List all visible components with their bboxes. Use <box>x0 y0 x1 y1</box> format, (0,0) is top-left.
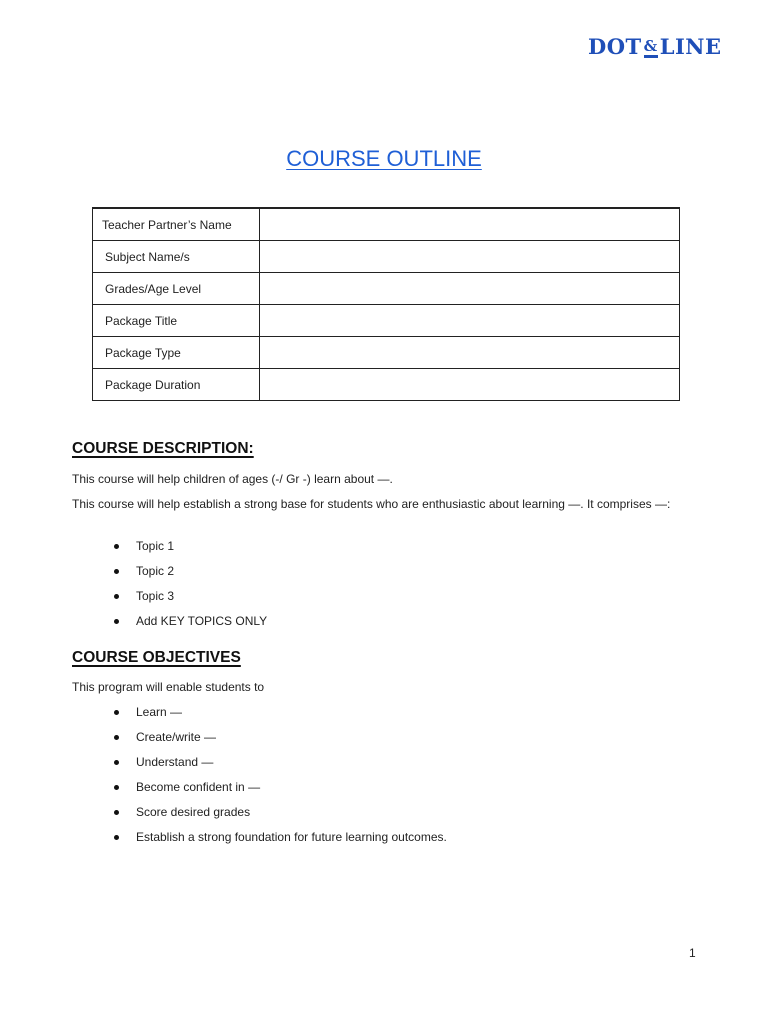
objectives-intro: This program will enable students to <box>72 680 265 694</box>
bullet-icon <box>114 710 119 715</box>
list-item <box>110 589 267 614</box>
list-item <box>110 755 447 780</box>
bullet-icon <box>114 544 119 549</box>
list-item <box>110 730 447 755</box>
logo-ampersand: & <box>644 38 658 58</box>
objectives-list <box>110 705 447 855</box>
objective-text: Create/write — <box>136 730 217 744</box>
bullet-icon <box>114 619 119 624</box>
table-row <box>93 208 680 241</box>
table-row <box>93 369 680 401</box>
logo-text-right: LINE <box>659 34 722 59</box>
row-label-subject-names: Subject Name/s <box>93 241 260 273</box>
objective-text: Understand — <box>136 755 214 769</box>
description-paragraph-1: This course will help children of ages (-/ Gr -) learn about —. <box>72 472 393 486</box>
field-package-duration[interactable] <box>260 369 680 401</box>
objective-text: Become confident in — <box>136 780 261 794</box>
page-title <box>0 146 768 172</box>
objective-text: Score desired grades <box>136 805 251 819</box>
row-label-grades-age-level: Grades/Age Level <box>93 273 260 305</box>
field-grades-age-level[interactable] <box>260 273 680 305</box>
bullet-icon <box>114 810 119 815</box>
bullet-icon <box>114 760 119 765</box>
row-label-package-type: Package Type <box>93 337 260 369</box>
table-row <box>93 305 680 337</box>
topics-list <box>110 539 267 639</box>
bullet-icon <box>114 594 119 599</box>
topic-text: Topic 1 <box>136 539 175 553</box>
bullet-icon <box>114 735 119 740</box>
course-info-table <box>92 207 680 401</box>
row-label-package-title: Package Title <box>93 305 260 337</box>
list-item <box>110 780 447 805</box>
field-teacher-partner-name[interactable] <box>260 208 680 241</box>
topic-text: Topic 2 <box>136 564 175 578</box>
table-row <box>93 273 680 305</box>
topic-text: Add KEY TOPICS ONLY <box>136 614 268 628</box>
field-subject-names[interactable] <box>260 241 680 273</box>
row-label-teacher-partner-name: Teacher Partner’s Name <box>93 208 260 241</box>
list-item <box>110 705 447 730</box>
description-paragraph-2: This course will help establish a strong base for students who are enthusiastic about learning —. It comprises —: <box>72 497 671 511</box>
field-package-type[interactable] <box>260 337 680 369</box>
bullet-icon <box>114 785 119 790</box>
objective-text: Establish a strong foundation for future learning outcomes. <box>136 830 447 844</box>
logo-text-left: DOT <box>588 34 642 59</box>
objective-text: Learn — <box>136 705 183 719</box>
course-objectives-heading: COURSE OBJECTIVES <box>72 649 241 666</box>
field-package-title[interactable] <box>260 305 680 337</box>
page-number: 1 <box>689 946 696 960</box>
list-item <box>110 614 267 639</box>
bullet-icon <box>114 835 119 840</box>
list-item <box>110 805 447 830</box>
list-item <box>110 539 267 564</box>
list-item <box>110 830 447 855</box>
bullet-icon <box>114 569 119 574</box>
dot-and-line-logo <box>588 34 721 59</box>
table-row <box>93 241 680 273</box>
table-row <box>93 337 680 369</box>
row-label-package-duration: Package Duration <box>93 369 260 401</box>
page-title-text: COURSE OUTLINE <box>286 146 482 171</box>
list-item <box>110 564 267 589</box>
course-description-heading: COURSE DESCRIPTION: <box>72 440 254 457</box>
topic-text: Topic 3 <box>136 589 175 603</box>
